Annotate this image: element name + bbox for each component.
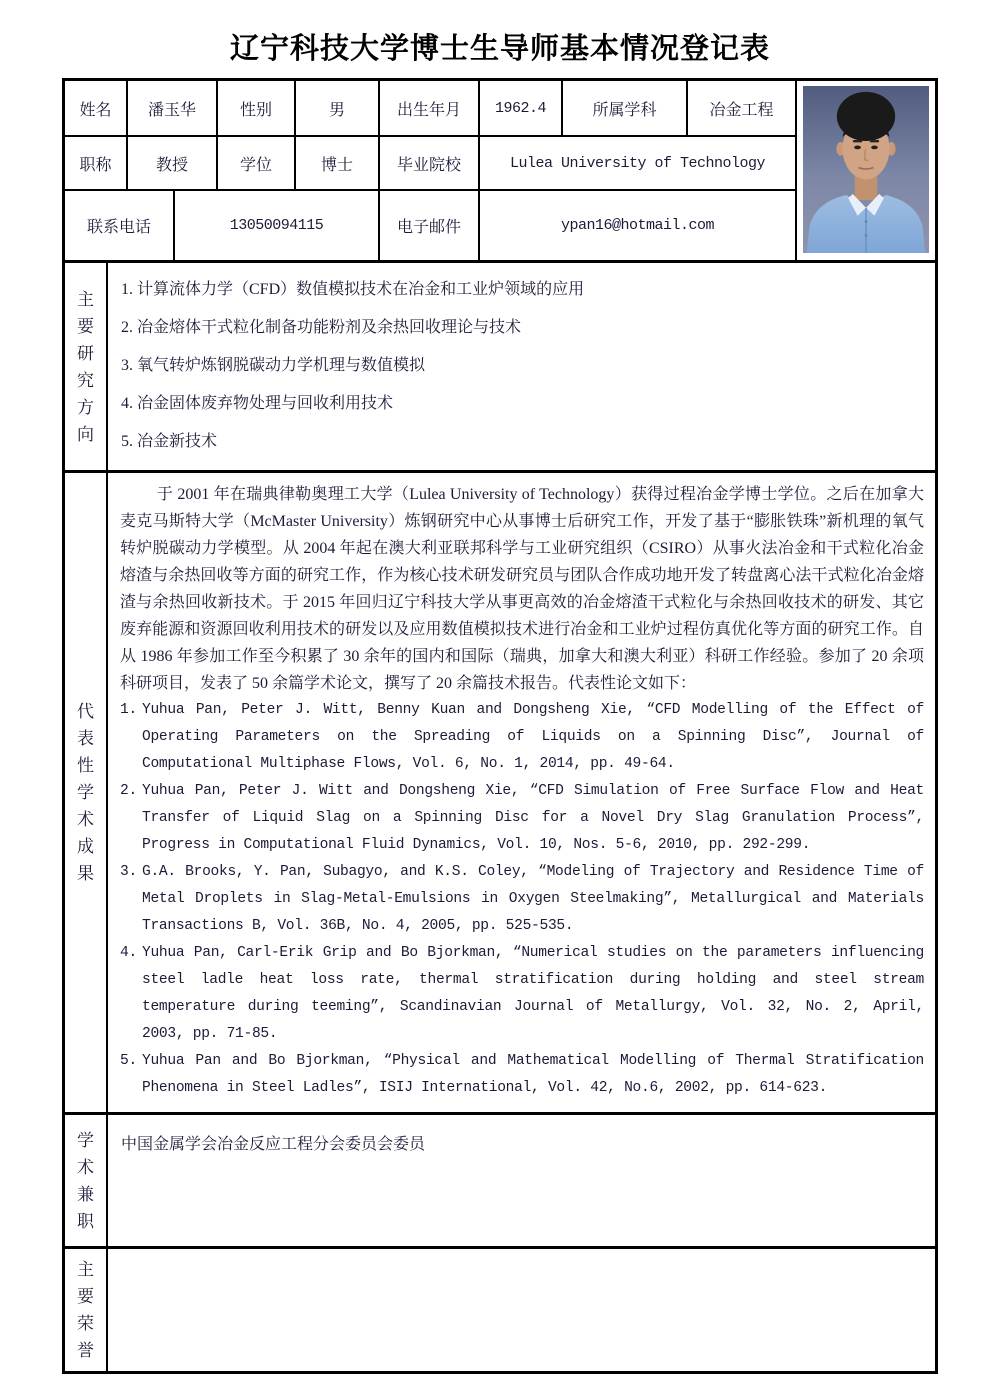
birth-value: 1962.4 — [480, 81, 563, 135]
major-honors-label — [65, 1249, 108, 1371]
publication-text: Yuhua Pan, Peter J. Witt, Benny Kuan and Dongsheng Xie, “CFD Modelling of the Effect of Operating Parameters on the Spreading of Liquids on a Spinning Disc”, Journal of Computational Multiphase Flows, Vol. 6, No. 1, 2014, pp. 49-64. — [142, 702, 924, 772]
phone-value: 13050094115 — [175, 191, 380, 260]
school-value: Lulea University of Technology — [509, 154, 766, 172]
header-row-1 — [65, 81, 795, 137]
publication-text: Yuhua Pan, Peter J. Witt and Dongsheng Xie, “CFD Simulation of Free Surface Flow and Heat Transfer of Liquid Slag on a Spinning Disc for a Novel Dry Slag Granulation Process”, Progress in Computational Fluid Dynamics, Vol. 10, Nos. 5-6, 2010, pp. 292-299. — [142, 783, 924, 853]
gender-label: 性别 — [218, 81, 296, 135]
name-value: 潘玉华 — [128, 81, 218, 135]
research-directions-content — [108, 263, 935, 470]
degree-label: 学位 — [218, 137, 296, 189]
publication-item — [120, 859, 924, 940]
header-info-section — [65, 81, 935, 263]
research-directions-section — [65, 263, 935, 473]
publication-number: 5. — [120, 1053, 137, 1069]
academic-achievements-content — [108, 473, 935, 1112]
publication-number: 4. — [120, 945, 137, 961]
discipline-label: 所属学科 — [563, 81, 688, 135]
rank-value: 教授 — [128, 137, 218, 189]
biography-paragraph: 于 2001 年在瑞典律勒奥理工大学（Lulea University of Technology）获得过程冶金学博士学位。之后在加拿大麦克马斯特大学（McMaster University）炼钢研究中心从事博士后研究工作，开发了基于“膨胀铁珠”新机理的氧气转炉脱碳动力学模型。从 2004 年起在澳大利亚联邦科学与工业研究组织（CSIRO）从事火法冶金和干式粒化冶金熔渣与余热回收等方面的研究工作，作为核心技术研发研究员与团队合作成功地开发了转盘离心法干式粒化冶金熔渣与余热回收新技术。于 2015 年回归辽宁科技大学从事更高效的冶金熔渣干式粒化与余热回收技术的研发、其它废弃能源和资源回收利用技术的研发以及应用数值模拟技术进行冶金和工业炉过程仿真优化等方面的研究工作。自从 1986 年参加工作至今积累了 30 余年的国内和国际（瑞典，加拿大和澳大利亚）科研工作经验。参加了 20 余项科研项目，发表了 50 余篇学术论文，撰写了 20 余篇技术报告。代表性论文如下： — [120, 486, 924, 692]
portrait-photo — [795, 81, 935, 260]
publication-text: Yuhua Pan and Bo Bjorkman, “Physical and Mathematical Modelling of Thermal Stratification Phenomena in Steel Ladles”, ISIJ International, Vol. 42, No.6, 2002, pp. 614-623. — [142, 1053, 924, 1096]
major-honors-label-text: 主要荣誉 — [77, 1260, 94, 1360]
academic-achievements-label — [65, 473, 108, 1112]
academic-positions-section — [65, 1115, 935, 1249]
discipline-value: 冶金工程 — [709, 101, 774, 119]
header-row-3 — [65, 191, 795, 260]
academic-positions-label-text: 学术兼职 — [77, 1130, 94, 1231]
publication-item — [120, 940, 924, 1048]
academic-positions-content: 中国金属学会冶金反应工程分会委员会委员 — [121, 1136, 426, 1153]
research-directions-label-text: 主要研究方向 — [77, 289, 94, 444]
publication-number: 2. — [120, 783, 137, 799]
registration-form-table — [62, 78, 938, 1374]
major-honors-content — [108, 1249, 935, 1371]
header-row-2 — [65, 137, 795, 191]
publication-item — [120, 1048, 924, 1102]
publication-number: 1. — [120, 702, 137, 718]
name-label: 姓名 — [65, 81, 128, 135]
publication-number: 3. — [120, 864, 137, 880]
research-directions-label — [65, 263, 108, 470]
publication-text: G.A. Brooks, Y. Pan, Subagyo, and K.S. Coley, “Modeling of Trajectory and Residence Time of Metal Droplets in Slag-Metal-Emulsions in Oxygen Steelmaking”, Metallurgical and Materials Transactions B, Vol. 36B, No. 4, 2005, pp. 525-535. — [142, 864, 924, 934]
header-info-grid — [65, 81, 795, 260]
research-item: 3. 氧气转炉炼钢脱碳动力学机理与数值模拟 — [121, 357, 426, 374]
research-item: 1. 计算流体力学（CFD）数值模拟技术在冶金和工业炉领域的应用 — [121, 281, 585, 298]
school-label: 毕业院校 — [380, 137, 480, 189]
research-item: 4. 冶金固体废弃物处理与回收利用技术 — [121, 395, 394, 412]
email-label: 电子邮件 — [380, 191, 480, 260]
research-item: 5. 冶金新技术 — [121, 433, 218, 450]
phone-label: 联系电话 — [65, 191, 175, 260]
degree-value: 博士 — [296, 137, 380, 189]
portrait-photo-image — [803, 86, 929, 253]
academic-achievements-label-text: 代表性学术成果 — [77, 702, 94, 883]
major-honors-section — [65, 1249, 935, 1371]
research-item: 2. 冶金熔体干式粒化制备功能粉剂及余热回收理论与技术 — [121, 319, 522, 336]
birth-label: 出生年月 — [380, 81, 480, 135]
email-value: ypan16@hotmail.com — [560, 217, 715, 234]
publication-item — [120, 778, 924, 859]
academic-achievements-section — [65, 473, 935, 1115]
rank-label: 职称 — [65, 137, 128, 189]
academic-positions-label — [65, 1115, 108, 1246]
publication-text: Yuhua Pan, Carl-Erik Grip and Bo Bjorkman, “Numerical studies on the parameters influencing steel ladle heat loss rate, thermal stratification during holding and steel stream temperature during teeming”, Scandinavian Journal of Metallurgy, Vol. 32, No. 2, April, 2003, pp. 71-85. — [142, 945, 924, 1042]
page-title: 辽宁科技大学博士生导师基本情况登记表 — [229, 33, 770, 65]
publication-item — [120, 697, 924, 778]
gender-value: 男 — [296, 81, 380, 135]
